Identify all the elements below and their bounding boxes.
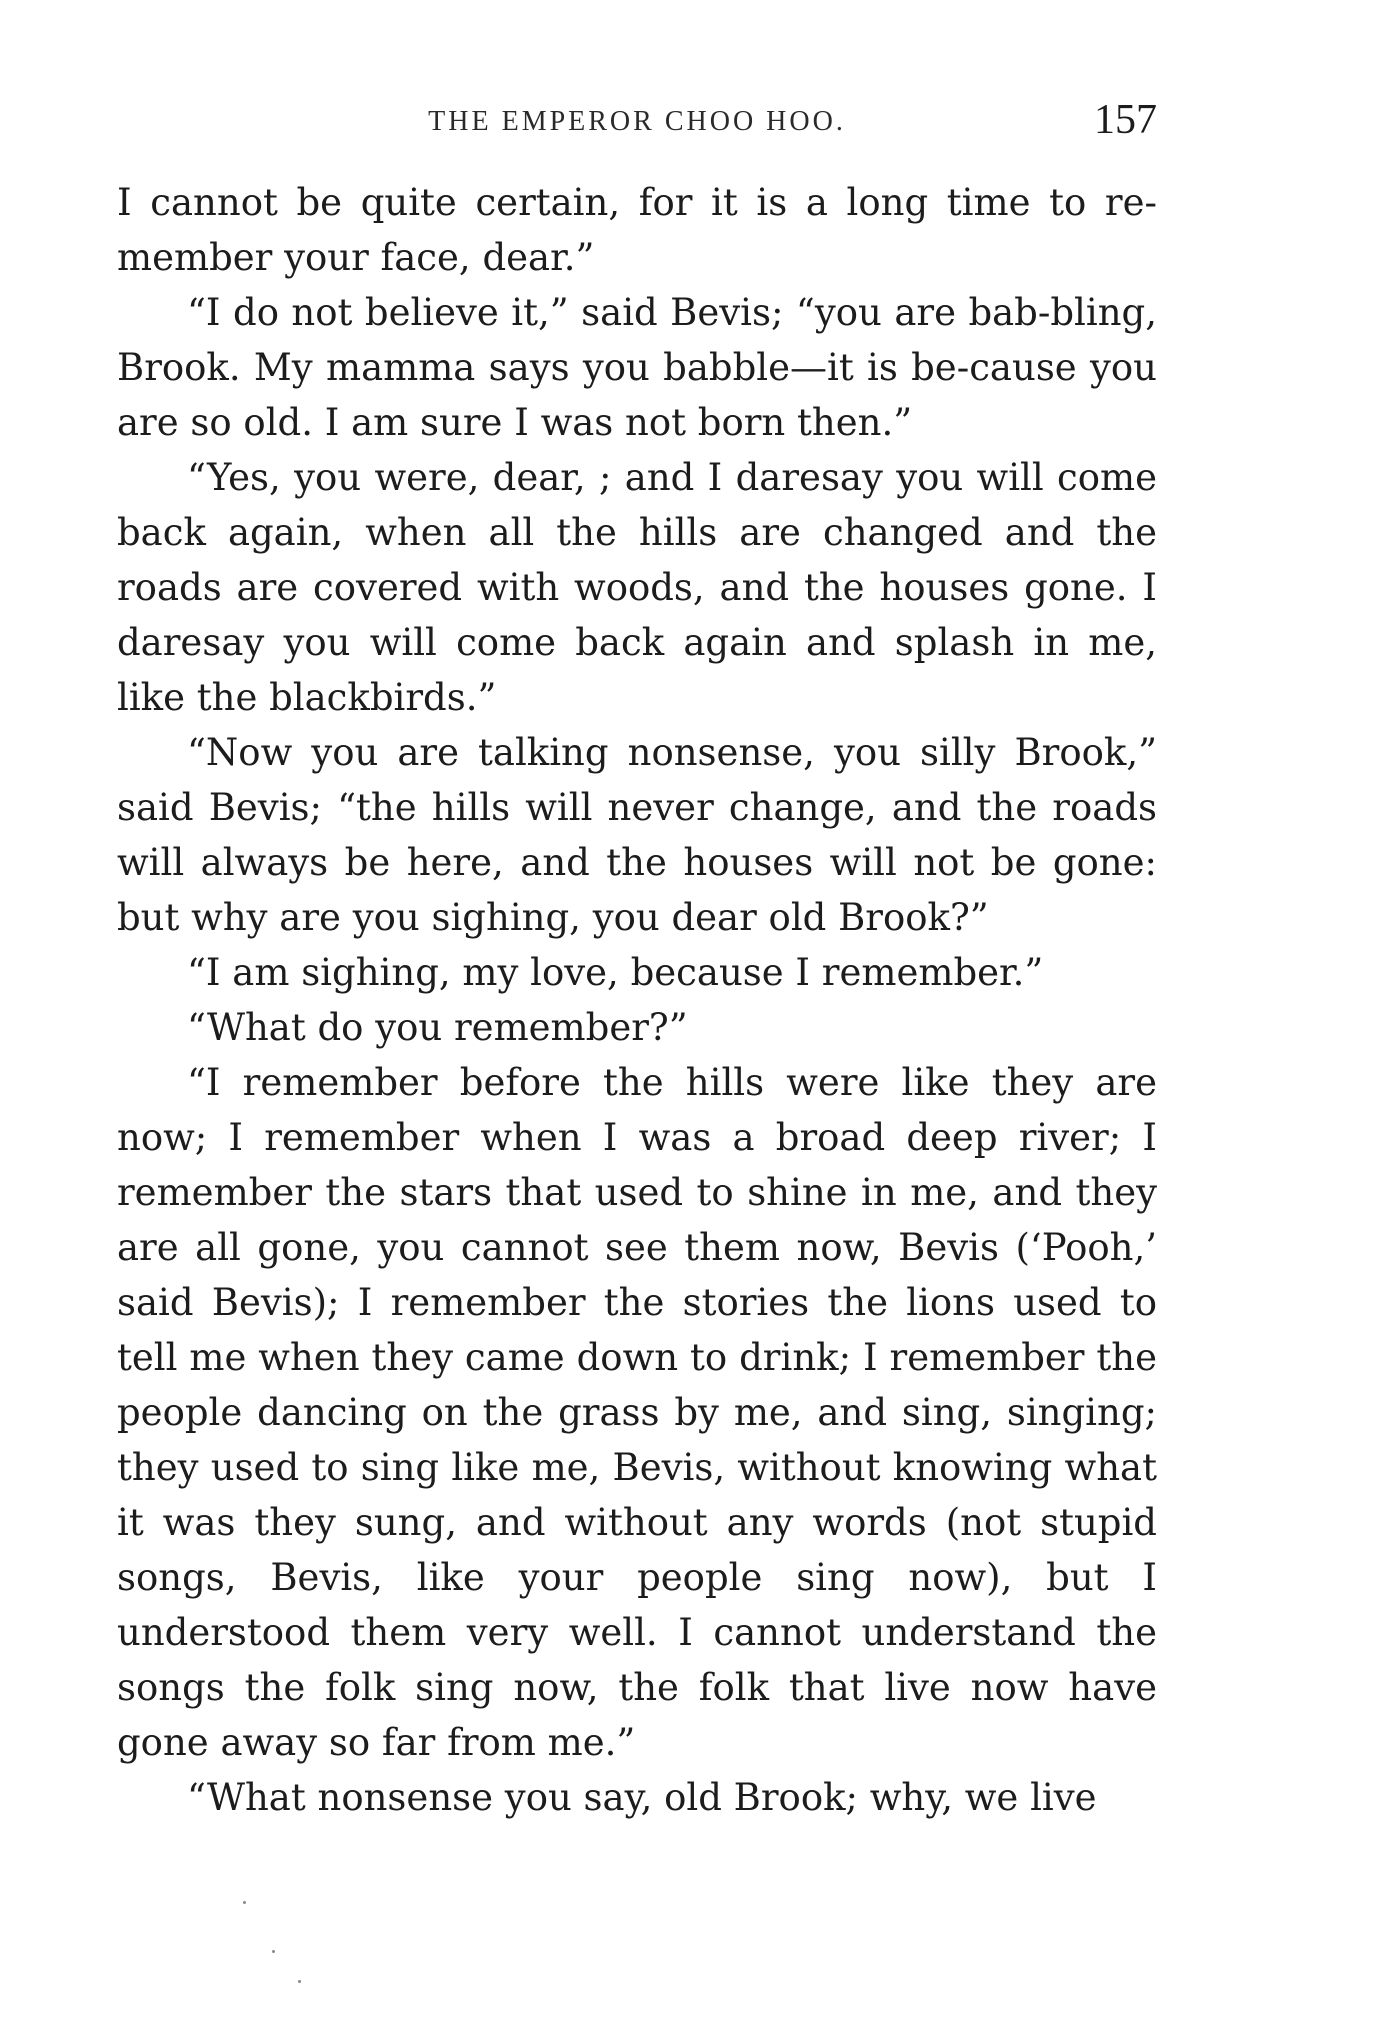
- paragraph-7: “I remember before the hills were like they are now; I remember when I was a broad deep river; I remember the stars that used to shine in me, and they are all gone, you cannot see them now, Bevis (‘Pooh,’ said Bevis); I remember the stories the lions used to tell me when they came down to drink; I remember the people dancing on the grass by me, and sing, singing; they used to sing like me, Bevis, without knowing what it was they sung, and without any words (not stupid songs, Bevis, like your people sing now), but I understood them very well. I cannot understand the songs the folk sing now, the folk that live now have gone away so far from me.”: [117, 1061, 1157, 1764]
- paragraph-2: “I do not believe it,” said Bevis; “you are bab-bling, Brook. My mamma says you babble—it is be-cause you are so old. I am sure I was not born then.”: [117, 291, 1157, 444]
- text-body: [117, 175, 1157, 1825]
- paper-speck: [298, 1980, 301, 1983]
- running-title: THE EMPEROR CHOO HOO.: [428, 106, 846, 137]
- paragraph-8: “What nonsense you say, old Brook; why, we live: [187, 1776, 1097, 1819]
- paper-speck: [243, 1901, 246, 1904]
- page-number: 157: [1094, 97, 1157, 143]
- running-head: [117, 96, 1157, 146]
- paragraph-4: “Now you are talking nonsense, you silly Brook,” said Bevis; “the hills will never change, and the roads will always be here, and the houses will not be gone: but why are you sighing, you dear old Brook?”: [117, 731, 1157, 939]
- paragraph-1: I cannot be quite certain, for it is a long time to re-member your face, dear.”: [117, 181, 1157, 279]
- paper-speck: [272, 1950, 275, 1953]
- paragraph-6: “What do you remember?”: [187, 1006, 688, 1049]
- paragraph-5: “I am sighing, my love, because I remember.”: [187, 951, 1044, 994]
- paragraph-3: “Yes, you were, dear, ; and I daresay you will come back again, when all the hills are changed and the roads are covered with woods, and the houses gone. I daresay you will come back again and splash in me, like the blackbirds.”: [117, 456, 1157, 719]
